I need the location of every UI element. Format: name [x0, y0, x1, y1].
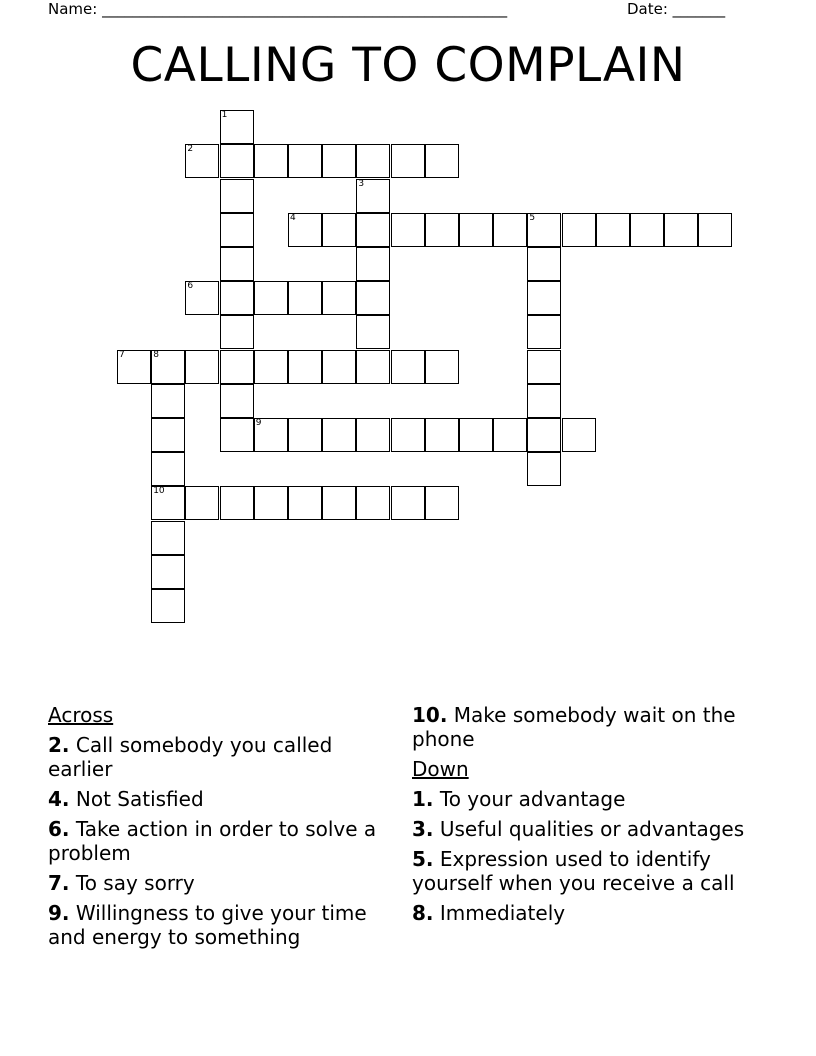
clue-down-3: [412, 817, 772, 841]
clue-number: 1.: [412, 787, 434, 811]
crossword-cell[interactable]: [185, 350, 219, 384]
clue-across-9: [48, 901, 388, 949]
clue-number-label: 7: [119, 349, 125, 360]
crossword-cell[interactable]: [151, 486, 185, 520]
crossword-cell[interactable]: [459, 213, 493, 247]
crossword-cell[interactable]: [356, 213, 390, 247]
crossword-cell[interactable]: [391, 144, 425, 178]
crossword-cell[interactable]: [562, 213, 596, 247]
clue-across-4: [48, 787, 388, 811]
crossword-cell[interactable]: [288, 418, 322, 452]
crossword-cell[interactable]: [425, 213, 459, 247]
crossword-cell[interactable]: [527, 213, 561, 247]
crossword-cell[interactable]: [664, 213, 698, 247]
clue-across-7: [48, 871, 388, 895]
crossword-cell[interactable]: [527, 281, 561, 315]
crossword-cell[interactable]: [220, 144, 254, 178]
crossword-cell[interactable]: [151, 589, 185, 623]
crossword-cell[interactable]: [185, 144, 219, 178]
crossword-cell[interactable]: [356, 486, 390, 520]
clue-text: Immediately: [439, 901, 566, 925]
crossword-cell[interactable]: [356, 350, 390, 384]
crossword-cell[interactable]: [220, 179, 254, 213]
crossword-cell[interactable]: [425, 418, 459, 452]
clue-number: 6.: [48, 817, 70, 841]
crossword-cell[interactable]: [254, 144, 288, 178]
crossword-cell[interactable]: [322, 281, 356, 315]
clue-across-6: [48, 817, 388, 865]
crossword-cell[interactable]: [562, 418, 596, 452]
clue-text: To say sorry: [75, 871, 195, 895]
crossword-cell[interactable]: [527, 452, 561, 486]
crossword-cell[interactable]: [288, 281, 322, 315]
clue-number-label: 10: [153, 486, 165, 497]
crossword-cell[interactable]: [356, 179, 390, 213]
crossword-cell[interactable]: [288, 486, 322, 520]
clue-across-2: [48, 733, 388, 781]
crossword-cell[interactable]: [527, 384, 561, 418]
clue-number: 4.: [48, 787, 70, 811]
crossword-cell[interactable]: [254, 281, 288, 315]
clue-number-label: 3: [358, 178, 365, 189]
crossword-cell[interactable]: [391, 486, 425, 520]
crossword-cell[interactable]: [254, 486, 288, 520]
crossword-cell[interactable]: [151, 555, 185, 589]
crossword-cell[interactable]: [322, 418, 356, 452]
crossword-cell[interactable]: [220, 350, 254, 384]
crossword-cell[interactable]: [356, 315, 390, 349]
clue-text: Take action in order to solve a problem: [48, 817, 377, 865]
crossword-cell[interactable]: [151, 384, 185, 418]
crossword-cell[interactable]: [254, 418, 288, 452]
crossword-cell[interactable]: [220, 384, 254, 418]
crossword-cell[interactable]: [527, 418, 561, 452]
crossword-cell[interactable]: [356, 418, 390, 452]
crossword-cell[interactable]: [288, 213, 322, 247]
crossword-cell[interactable]: [288, 144, 322, 178]
crossword-cell[interactable]: [288, 350, 322, 384]
crossword-cell[interactable]: [322, 350, 356, 384]
crossword-cell[interactable]: [356, 281, 390, 315]
clue-text: To your advantage: [439, 787, 626, 811]
clue-down-1: [412, 787, 772, 811]
clues-left-column: [48, 703, 388, 955]
crossword-cell[interactable]: [220, 418, 254, 452]
crossword-cell[interactable]: [425, 486, 459, 520]
clue-number: 10.: [412, 703, 448, 727]
crossword-cell[interactable]: [220, 315, 254, 349]
crossword-cell[interactable]: [220, 213, 254, 247]
crossword-cell[interactable]: [220, 281, 254, 315]
crossword-cell[interactable]: [151, 350, 185, 384]
crossword-cell[interactable]: [151, 521, 185, 555]
crossword-cell[interactable]: [254, 350, 288, 384]
crossword-cell[interactable]: [391, 213, 425, 247]
crossword-cell[interactable]: [220, 486, 254, 520]
crossword-cell[interactable]: [596, 213, 630, 247]
crossword-cell[interactable]: [527, 247, 561, 281]
clue-number-label: 1: [221, 110, 228, 121]
crossword-cell[interactable]: [220, 247, 254, 281]
clue-number-label: 4: [290, 212, 296, 223]
crossword-cell[interactable]: [185, 281, 219, 315]
crossword-cell[interactable]: [527, 315, 561, 349]
crossword-cell[interactable]: [322, 144, 356, 178]
clue-across-10: [412, 703, 772, 751]
across-heading: Across: [48, 703, 114, 727]
clue-down-8: [412, 901, 772, 925]
crossword-cell[interactable]: [151, 418, 185, 452]
crossword-cell[interactable]: [151, 452, 185, 486]
clues-right-column: [412, 703, 772, 931]
crossword-cell[interactable]: [117, 350, 151, 384]
crossword-cell[interactable]: [493, 418, 527, 452]
crossword-cell[interactable]: [459, 418, 493, 452]
down-heading: Down: [412, 757, 469, 781]
crossword-cell[interactable]: [322, 486, 356, 520]
crossword-cell[interactable]: [630, 213, 664, 247]
clue-text: Call somebody you called earlier: [48, 733, 333, 781]
clue-number-label: 8: [153, 349, 159, 360]
clue-number: 9.: [48, 901, 70, 925]
clue-number: 5.: [412, 847, 434, 871]
clue-number: 7.: [48, 871, 70, 895]
clue-text: Expression used to identify yourself when you receive a call: [412, 847, 735, 895]
clue-text: Useful qualities or advantages: [439, 817, 745, 841]
clue-number: 8.: [412, 901, 434, 925]
clue-number: 2.: [48, 733, 70, 757]
crossword-cell[interactable]: [322, 213, 356, 247]
clue-text: Make somebody wait on the phone: [412, 703, 736, 751]
crossword-cell[interactable]: [391, 350, 425, 384]
crossword-cell[interactable]: [220, 110, 254, 144]
crossword-cell[interactable]: [698, 213, 732, 247]
name-field-label[interactable]: Name: ______________________________________________________: [48, 0, 508, 18]
crossword-cell[interactable]: [527, 350, 561, 384]
clue-text: Willingness to give your time and energy to something: [48, 901, 367, 949]
clue-number-label: 5: [529, 212, 536, 223]
clue-number-label: 2: [187, 144, 194, 155]
crossword-cell[interactable]: [425, 144, 459, 178]
page-title: CALLING TO COMPLAIN: [130, 38, 686, 93]
clue-down-5: [412, 847, 772, 895]
clue-text: Not Satisfied: [75, 787, 204, 811]
crossword-cell[interactable]: [356, 144, 390, 178]
date-field-label[interactable]: Date: _______: [627, 0, 726, 18]
crossword-cell[interactable]: [185, 486, 219, 520]
clue-number-label: 6: [187, 281, 194, 292]
clue-number: 3.: [412, 817, 434, 841]
crossword-cell[interactable]: [493, 213, 527, 247]
crossword-cell[interactable]: [425, 350, 459, 384]
crossword-cell[interactable]: [391, 418, 425, 452]
crossword-cell[interactable]: [356, 247, 390, 281]
clue-number-label: 9: [255, 418, 262, 428]
